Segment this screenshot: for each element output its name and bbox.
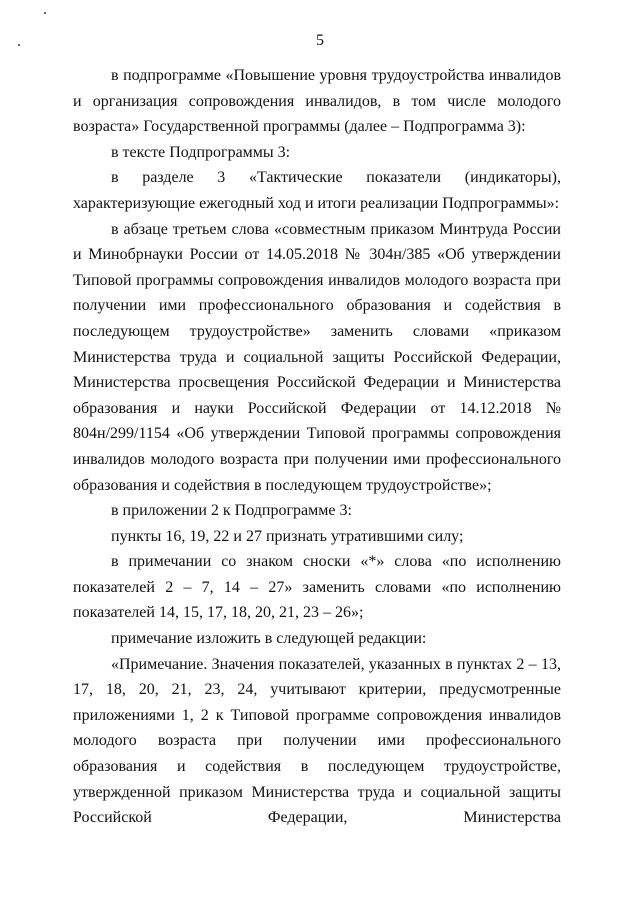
paragraph-points-invalid: пункты 16, 19, 22 и 27 признать утратившими силу; [111, 527, 464, 545]
paragraph-text-subprogram: в тексте Подпрограммы 3: [111, 143, 291, 161]
paragraph-footnote-note: в примечании со знаком сноски «*» слова «по исполнению показателей 2 – 7, 14 – 27» заменить словами «по исполнению показателей 14, 15, 17, 18, 20, 21, 23 – 26»; [73, 553, 561, 622]
scan-speck [44, 12, 46, 14]
paragraph-subprogram-intro: в подпрограмме «Повышение уровня трудоустройства инвалидов и организация сопровождения инвалидов, в том числе молодого возраста» Государственной программы (далее – Подпрограмма 3): [73, 67, 561, 136]
paragraph-third-abzac: в абзаце третьем слова «совместным приказом Минтруда России и Минобрнауки России от 14.05.2018 № 304н/385 «Об утверждении Типовой программы сопровождения инвалидов молодого возраста при получении ими профессионального образования и содействия в последующем трудоустройстве» заменить словами «приказом Министерства труда и социальной защиты Российской Федерации, Министерства просвещения Российской Федерации и Министерства образования и науки Российской Федерации от 14.12.2018 № 804н/299/1154 «Об утверждении Типовой программы сопровождения инвалидов молодого возраста при получении ими профессионального образования и содействия в последующем трудоустройстве»; [73, 220, 561, 494]
document-body [73, 63, 561, 831]
page-number: 5 [316, 32, 324, 49]
paragraph-appendix-2: в приложении 2 к Подпрограмме 3: [111, 502, 352, 520]
paragraph-note-text: «Примечание. Значения показателей, указанных в пунктах 2 – 13, 17, 18, 20, 21, 23, 24, учитывают критерии, предусмотренные приложениями 1, 2 к Типовой программе сопровождения инвалидов молодого возраста при получении ими профессионального образования и содействия в последующем трудоустройстве, утвержденной приказом Министерства труда и социальной защиты Российской Федерации, Министерства [73, 655, 561, 827]
paragraph-section-3: в разделе 3 «Тактические показатели (индикаторы), характеризующие ежегодный ход и итоги реализации Подпрограммы»: [73, 169, 561, 212]
paragraph-note-edition: примечание изложить в следующей редакции: [111, 630, 427, 648]
